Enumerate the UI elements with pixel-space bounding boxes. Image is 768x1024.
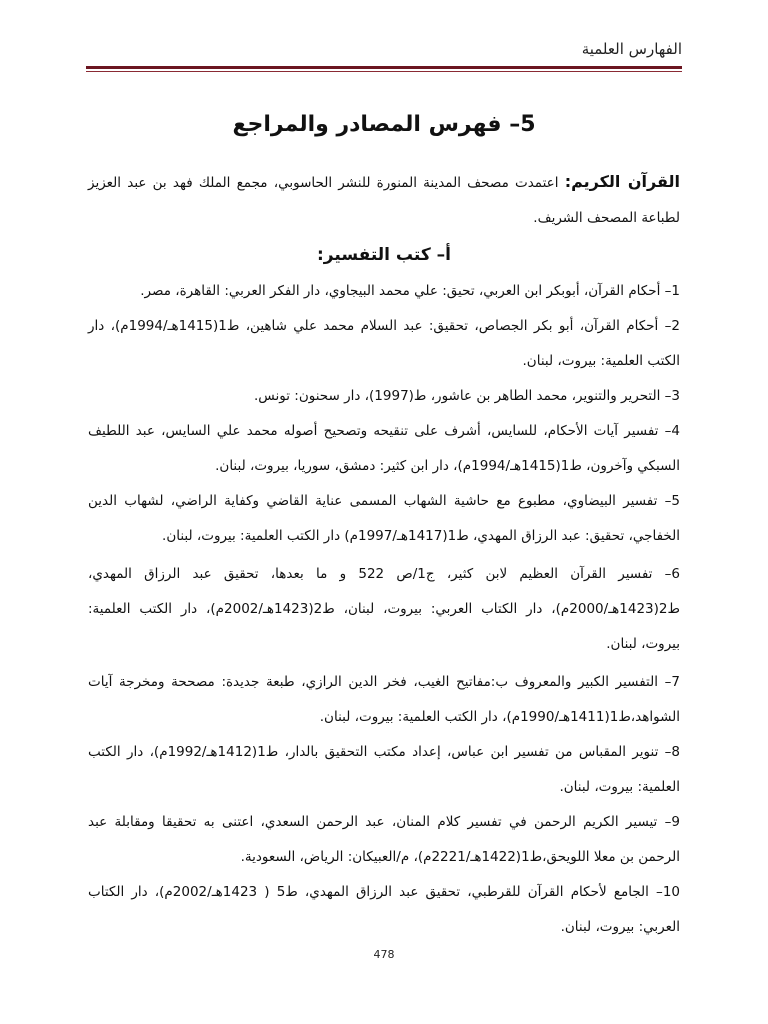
reference-entry: 9– تيسير الكريم الرحمن في تفسير كلام المنان، عبد الرحمن السعدي، اعتنى به تحقيقا ومقابلة عبد الرحمن بن معلا اللويحق،ط1(1422هـ/2221م)، م/العبيكان: الرياض، السعودية. — [88, 814, 680, 865]
reference-entry: 6– تفسير القرآن العظيم لابن كثير، ج1/ص 522 و ما بعدها، تحقيق عبد الرزاق المهدي، ط2(1423هـ/2000م)، دار الكتاب العربي: بيروت، لبنان، ط2(1423هـ/2002م)، دار الكتب العلمية: بيروت، لبنان. — [88, 566, 680, 652]
reference-entry: 3– التحرير والتنوير، محمد الطاهر بن عاشور، ط(1997)، دار سحنون: تونس. — [253, 388, 680, 404]
reference-entry: 8– تنوير المقباس من تفسير ابن عباس، إعداد مكتب التحقيق بالدار، ط1(1412هـ/1992م)، دار الكتب العلمية: بيروت، لبنان. — [88, 744, 680, 795]
header-rule-thin — [86, 71, 682, 72]
reference-entry: 7– التفسير الكبير والمعروف ب:مفاتيح الغيب، فخر الدين الرازي، طبعة جديدة: مصححة ومخرجة آيات الشواهد،ط1(1411هـ/1990م)، دار الكتب العلمية: بيروت، لبنان. — [88, 674, 680, 725]
intro-paragraph — [88, 164, 680, 236]
section-title: 5– فهرس المصادر والمراجع — [232, 112, 536, 137]
header-rule-thick — [86, 66, 682, 69]
intro-lead-label: القرآن الكريم: — [564, 172, 680, 191]
intro-text: اعتمدت مصحف المدينة المنورة للنشر الحاسوبي، مجمع الملك فهد بن عبد العزيز لطباعة المصحف الشريف. — [88, 175, 680, 226]
reference-entry: 10– الجامع لأحكام القرآن للقرطبي، تحقيق عبد الرزاق المهدي، ط5 ( 1423هـ/2002م)، دار الكتاب العربي: بيروت، لبنان. — [88, 884, 680, 935]
running-header: الفهارس العلمية — [581, 40, 682, 58]
reference-entry: 2– أحكام القرآن، أبو بكر الجصاص، تحقيق: عبد السلام محمد علي شاهين، ط1(1415هـ/1994م)، دار الكتب العلمية: بيروت، لبنان. — [88, 318, 680, 369]
page-number: 478 — [373, 948, 395, 961]
reference-entry: 1– أحكام القرآن، أبوبكر ابن العربي، تحيق: علي محمد البيجاوي، دار الفكر العربي: القاهرة، مصر. — [140, 283, 680, 299]
subsection-title: أ– كتب التفسير: — [317, 245, 451, 265]
body-text — [88, 164, 680, 945]
reference-entry: 5– تفسير البيضاوي، مطبوع مع حاشية الشهاب المسمى عناية القاضي وكفاية الراضي، لشهاب الدين الخفاجي، تحقيق: عبد الرزاق المهدي، ط1(1417هـ/1997م) دار الكتب العلمية: بيروت، لبنان. — [88, 493, 680, 544]
reference-entry: 4– تفسير آيات الأحكام، للسايس، أشرف على تنقيحه وتصحيح أصوله محمد علي السايس، عبد اللطيف السبكي وآخرون، ط1(1415هـ/1994م)، دار ابن كثير: دمشق، سوريا، بيروت، لبنان. — [88, 423, 680, 474]
